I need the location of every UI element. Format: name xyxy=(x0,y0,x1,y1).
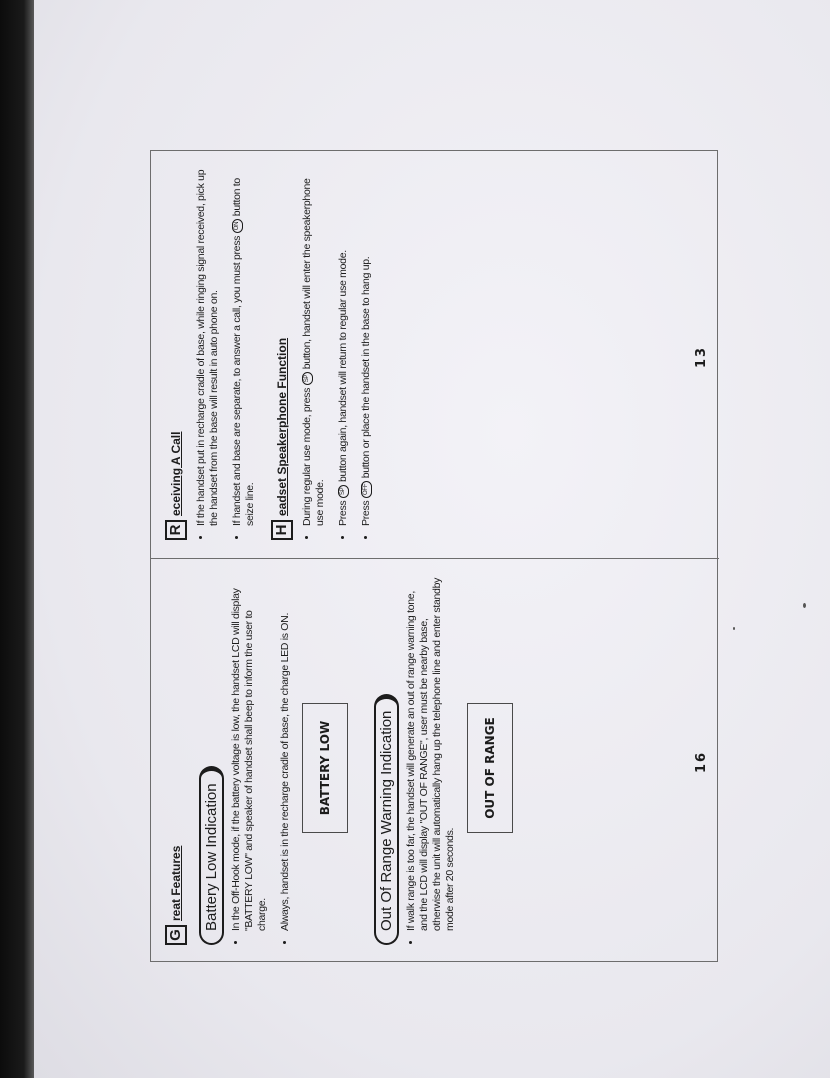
sp-button-icon: SP xyxy=(302,372,313,385)
bullet-text: button, handset will enter the speakerphone use mode. xyxy=(301,178,326,526)
list-item: • In the Off-Hook mode, if the battery voltage is low, the handset LCD will display "BATTERY LOW" and speaker of handset shall beep to inform the user to charge. xyxy=(230,575,269,931)
page-number-right: 13 xyxy=(694,345,709,368)
lcd-out-of-range: OUT OF RANGE xyxy=(467,703,513,833)
battery-bullets xyxy=(230,575,292,945)
headset-bullets xyxy=(301,167,373,540)
section-title: reat Features xyxy=(169,845,183,921)
bullet-text: Press xyxy=(337,500,349,526)
receiving-bullets xyxy=(195,167,257,540)
section-heading-great-features xyxy=(165,575,187,945)
out-of-range-heading: Out Of Range Warning Indication xyxy=(374,694,399,945)
list-item: • If the handset put in recharge cradle of base, while ringing signal received, pick up the handset from the base will result in auto phone on. xyxy=(195,167,221,526)
booklet-frame xyxy=(150,150,718,962)
bullet-text: During regular use mode, press xyxy=(301,387,313,526)
list-item: • If walk range is too far, the handset will generate an out of range warning tone, and the LCD will display "OUT OF RANGE", user must be nearby base, otherwise the unit will automatically hang up the telephone line and enter standby mode after 20 seconds. xyxy=(405,575,457,931)
bullet-text: button to seize line. xyxy=(231,178,256,526)
rotated-spread xyxy=(151,151,719,963)
section-initial: G xyxy=(165,925,187,945)
dust-speck xyxy=(803,603,806,608)
section-heading-receiving xyxy=(165,167,187,540)
section-heading-headset xyxy=(271,167,293,540)
scanner-edge xyxy=(0,0,34,1078)
section-initial: R xyxy=(165,520,187,540)
bullet-text: button or place the handset in the base to hang up. xyxy=(360,256,372,479)
page-left xyxy=(151,559,719,963)
section-initial: H xyxy=(271,520,293,540)
dust-speck xyxy=(733,627,735,630)
sp-button-icon: SP xyxy=(338,485,349,498)
list-item xyxy=(337,167,350,526)
bullet-text: button again, handset will return to regular use mode. xyxy=(337,250,349,482)
lcd-battery-low: BATTERY LOW xyxy=(302,703,348,833)
page-number-left: 16 xyxy=(694,750,709,773)
list-item: • Always, handset is in the recharge cradle of base, the charge LED is ON. xyxy=(279,575,292,931)
bullet-text: If handset and base are separate, to answer a call, you must press xyxy=(231,235,243,526)
range-bullets xyxy=(405,575,457,945)
section-title: eadset Speakerphone Function xyxy=(275,337,289,516)
list-item xyxy=(360,167,373,526)
bullet-text: Press xyxy=(360,500,372,526)
on-button-icon: ON xyxy=(232,219,243,233)
page-right xyxy=(151,151,719,559)
battery-low-heading: Battery Low Indication xyxy=(199,766,224,945)
off-button-icon: OFF xyxy=(361,481,372,498)
list-item xyxy=(231,167,257,526)
list-item xyxy=(301,167,327,526)
section-title: eceiving A Call xyxy=(169,431,183,516)
